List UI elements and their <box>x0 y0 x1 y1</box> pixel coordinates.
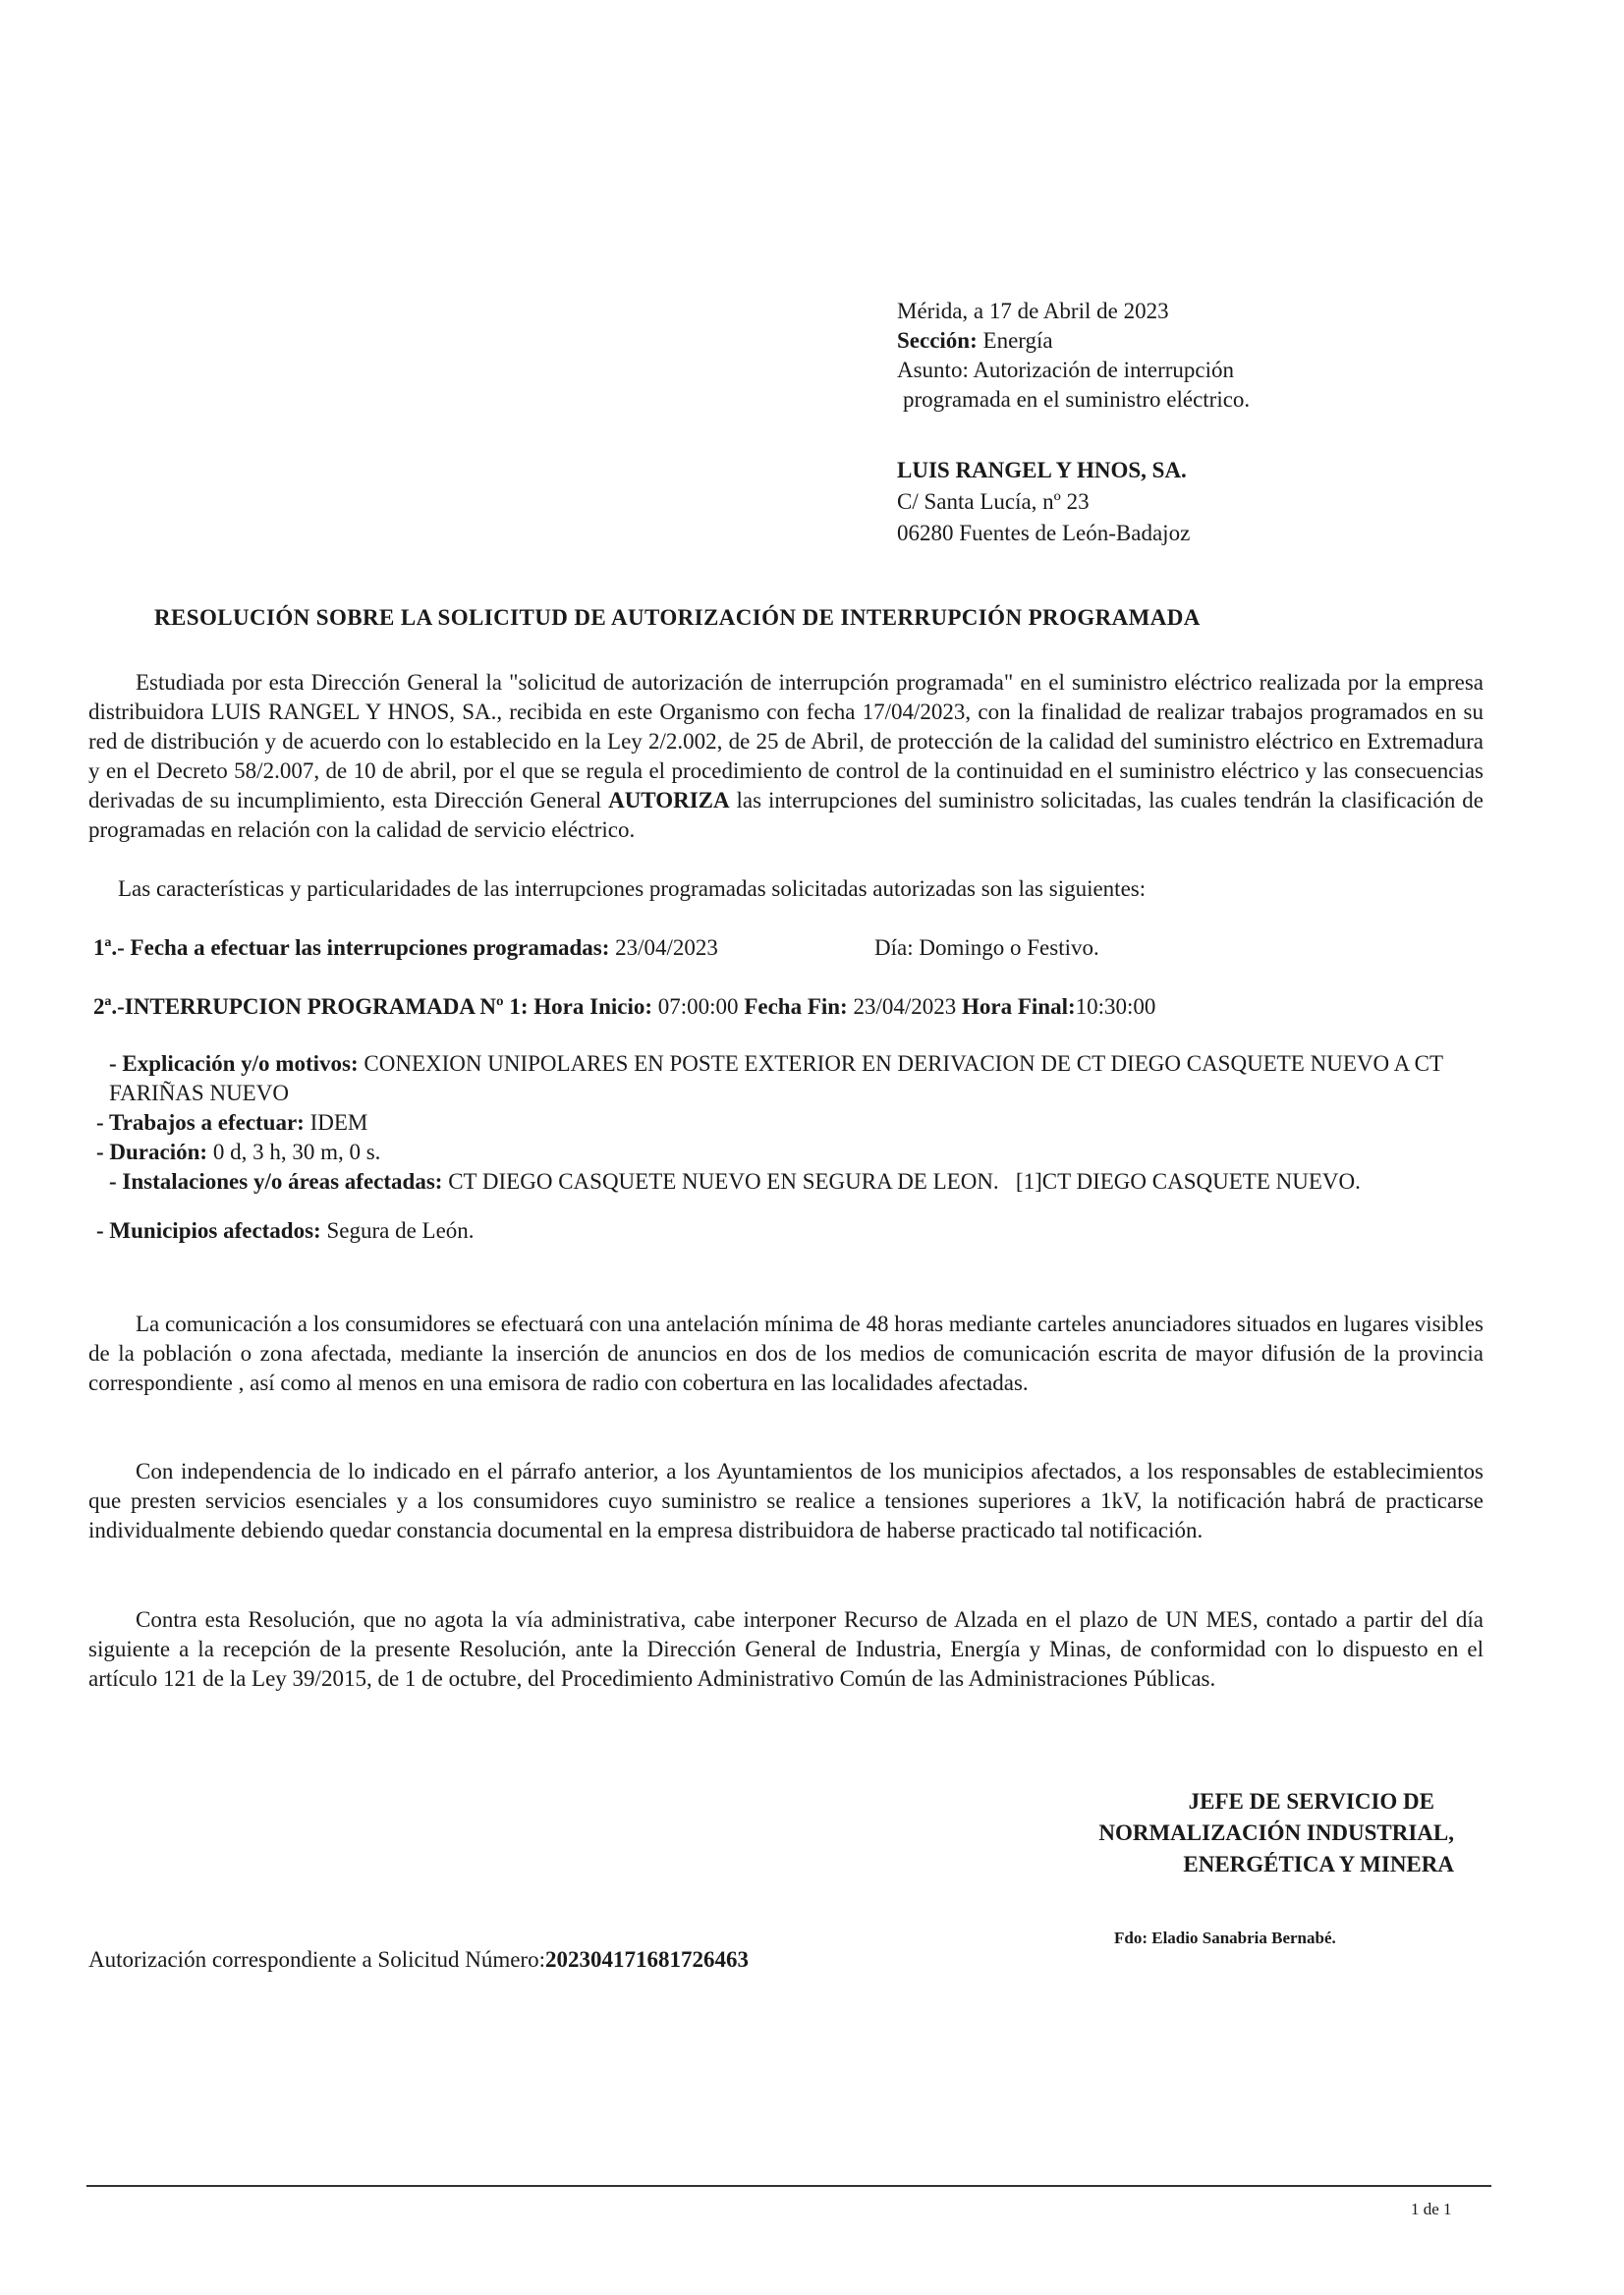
explicacion-value: CONEXION UNIPOLARES EN POSTE EXTERIOR EN DERIVACION DE CT DIEGO CASQUETE NUEVO A CT FARIÑAS NUEVO <box>109 1051 1443 1105</box>
instalaciones-value: CT DIEGO CASQUETE NUEVO EN SEGURA DE LEON. [1]CT DIEGO CASQUETE NUEVO. <box>448 1169 1361 1194</box>
duracion-row <box>93 1138 1484 1167</box>
instalaciones-row <box>93 1167 1484 1197</box>
duracion-label: - Duración: <box>96 1140 208 1164</box>
document-header <box>897 297 1250 415</box>
footer-divider <box>86 2185 1491 2187</box>
autorizacion-line <box>88 1947 749 1973</box>
item-1 <box>93 933 1099 963</box>
intro-part-1: Estudiada por esta Dirección General la "solicitud de autorización de interrupción programada" en el suministro eléctrico realizada por la empresa distribuidora LUIS RANGEL Y HNOS, SA., recibida en este Organismo con fecha 17/04/2023, con la finalidad de realizar trabajos programados en su red de distribución y de acuerdo con lo establecido en la Ley 2/2.002, de 25 de Abril, de protección de la calidad del suministro eléctrico en Extremadura y en el Decreto 58/2.007, de 10 de abril, por el que se regula el procedimiento de control de la continuidad en el suministro eléctrico y las consecuencias derivadas de su incumplimiento, esta Dirección General <box>88 670 1484 812</box>
trabajos-row <box>93 1108 1484 1138</box>
signer-line-2: NORMALIZACIÓN INDUSTRIAL, <box>1098 1820 1454 1845</box>
recipient-city: 06280 Fuentes de León-Badajoz <box>897 521 1191 545</box>
autorizacion-label: Autorización correspondiente a Solicitud Número: <box>88 1947 545 1972</box>
hora-inicio-value: 07:00:00 <box>657 994 739 1019</box>
page-number: 1 de 1 <box>1411 2200 1452 2218</box>
trabajos-label: - Trabajos a efectuar: <box>96 1110 305 1135</box>
seccion-line <box>897 326 1250 356</box>
signer-line-3: ENERGÉTICA Y MINERA <box>1183 1852 1454 1876</box>
hora-inicio-label: Hora Inicio: <box>533 994 653 1019</box>
hora-final-label: Hora Final: <box>962 994 1076 1019</box>
hora-final-value: 10:30:00 <box>1075 994 1156 1019</box>
recurso-paragraph: Contra esta Resolución, que no agota la vía administrativa, cabe interponer Recurso de Alzada en el plazo de UN MES, contado a partir del día siguiente a la recepción de la presente Resolución, ante la Dirección General de Industria, Energía y Minas, de conformidad con lo dispuesto en el artículo 121 de la Ley 39/2015, de 1 de octubre, del Procedimiento Administrativo Común de las Administraciones Públicas. <box>88 1607 1484 1691</box>
explicacion-row <box>93 1049 1484 1108</box>
item-1-dia: Día: Domingo o Festivo. <box>874 935 1099 960</box>
resolution-title: RESOLUCIÓN SOBRE LA SOLICITUD DE AUTORIZACIÓN DE INTERRUPCIÓN PROGRAMADA <box>154 605 1201 630</box>
independencia-paragraph: Con independencia de lo indicado en el párrafo anterior, a los Ayuntamientos de los municipios afectados, a los responsables de establecimientos que presten servicios esenciales y a los consumidores cuyo suministro se realice a tensiones superiores a 1kV, la notificación habrá de practicarse individualmente debiendo quedar constancia documental en la empresa distribuidora de haberse practicado tal notificación. <box>88 1459 1484 1542</box>
explicacion-label: - Explicación y/o motivos: <box>109 1051 359 1076</box>
fecha-fin-value: 23/04/2023 <box>853 994 957 1019</box>
asunto-line-2: programada en el suministro eléctrico. <box>903 387 1251 412</box>
seccion-value: Energía <box>982 328 1053 353</box>
intro-line-2: Las características y particularidades de las interrupciones programadas solicitadas autorizadas son las siguientes: <box>118 876 1147 901</box>
signer-block <box>1012 1786 1454 1880</box>
item-2-label: 2ª.-INTERRUPCION PROGRAMADA Nº 1: <box>93 994 529 1019</box>
comunicacion-paragraph: La comunicación a los consumidores se efectuará con una antelación mínima de 48 horas mediante carteles anunciadores situados en lugares visibles de la población o zona afectada, mediante la inserción de anuncios en dos de los medios de comunicación escrita de mayor difusión de la provincia correspondiente , así como al menos en una emisora de radio con cobertura en las localidades afectadas. <box>88 1312 1484 1395</box>
asunto-line-1: Asunto: Autorización de interrupción <box>897 358 1235 382</box>
municipios-value: Segura de León. <box>326 1218 475 1243</box>
recipient-address <box>897 455 1190 549</box>
municipios-label: - Municipios afectados: <box>96 1218 321 1243</box>
trabajos-value: IDEM <box>309 1110 368 1135</box>
intro-part-2: las interrupciones del suministro solicitadas, las cuales tendrán la clasificación de programadas en relación con la calidad de servicio eléctrico. <box>88 788 1484 842</box>
signer-line-1: JEFE DE SERVICIO DE <box>1188 1789 1434 1814</box>
signer-fdo: Fdo: Eladio Sanabria Bernabé. <box>1114 1929 1336 1947</box>
duracion-value: 0 d, 3 h, 30 m, 0 s. <box>212 1140 381 1164</box>
autoriza-keyword: AUTORIZA <box>608 788 730 812</box>
interruption-details <box>93 1049 1484 1246</box>
seccion-label: Sección: <box>897 328 978 353</box>
place-date: Mérida, a 17 de Abril de 2023 <box>897 299 1169 323</box>
solicitud-numero: 202304171681726463 <box>544 1947 749 1972</box>
item-1-fecha: 23/04/2023 <box>615 935 718 960</box>
instalaciones-label: - Instalaciones y/o áreas afectadas: <box>109 1169 443 1194</box>
intro-paragraph <box>88 668 1484 845</box>
recipient-name: LUIS RANGEL Y HNOS, SA. <box>897 458 1187 482</box>
recipient-street: C/ Santa Lucía, nº 23 <box>897 489 1090 514</box>
item-2 <box>93 992 1155 1022</box>
municipios-row <box>93 1216 1484 1246</box>
item-1-label: 1ª.- Fecha a efectuar las interrupciones programadas: <box>93 935 610 960</box>
fecha-fin-label: Fecha Fin: <box>744 994 848 1019</box>
